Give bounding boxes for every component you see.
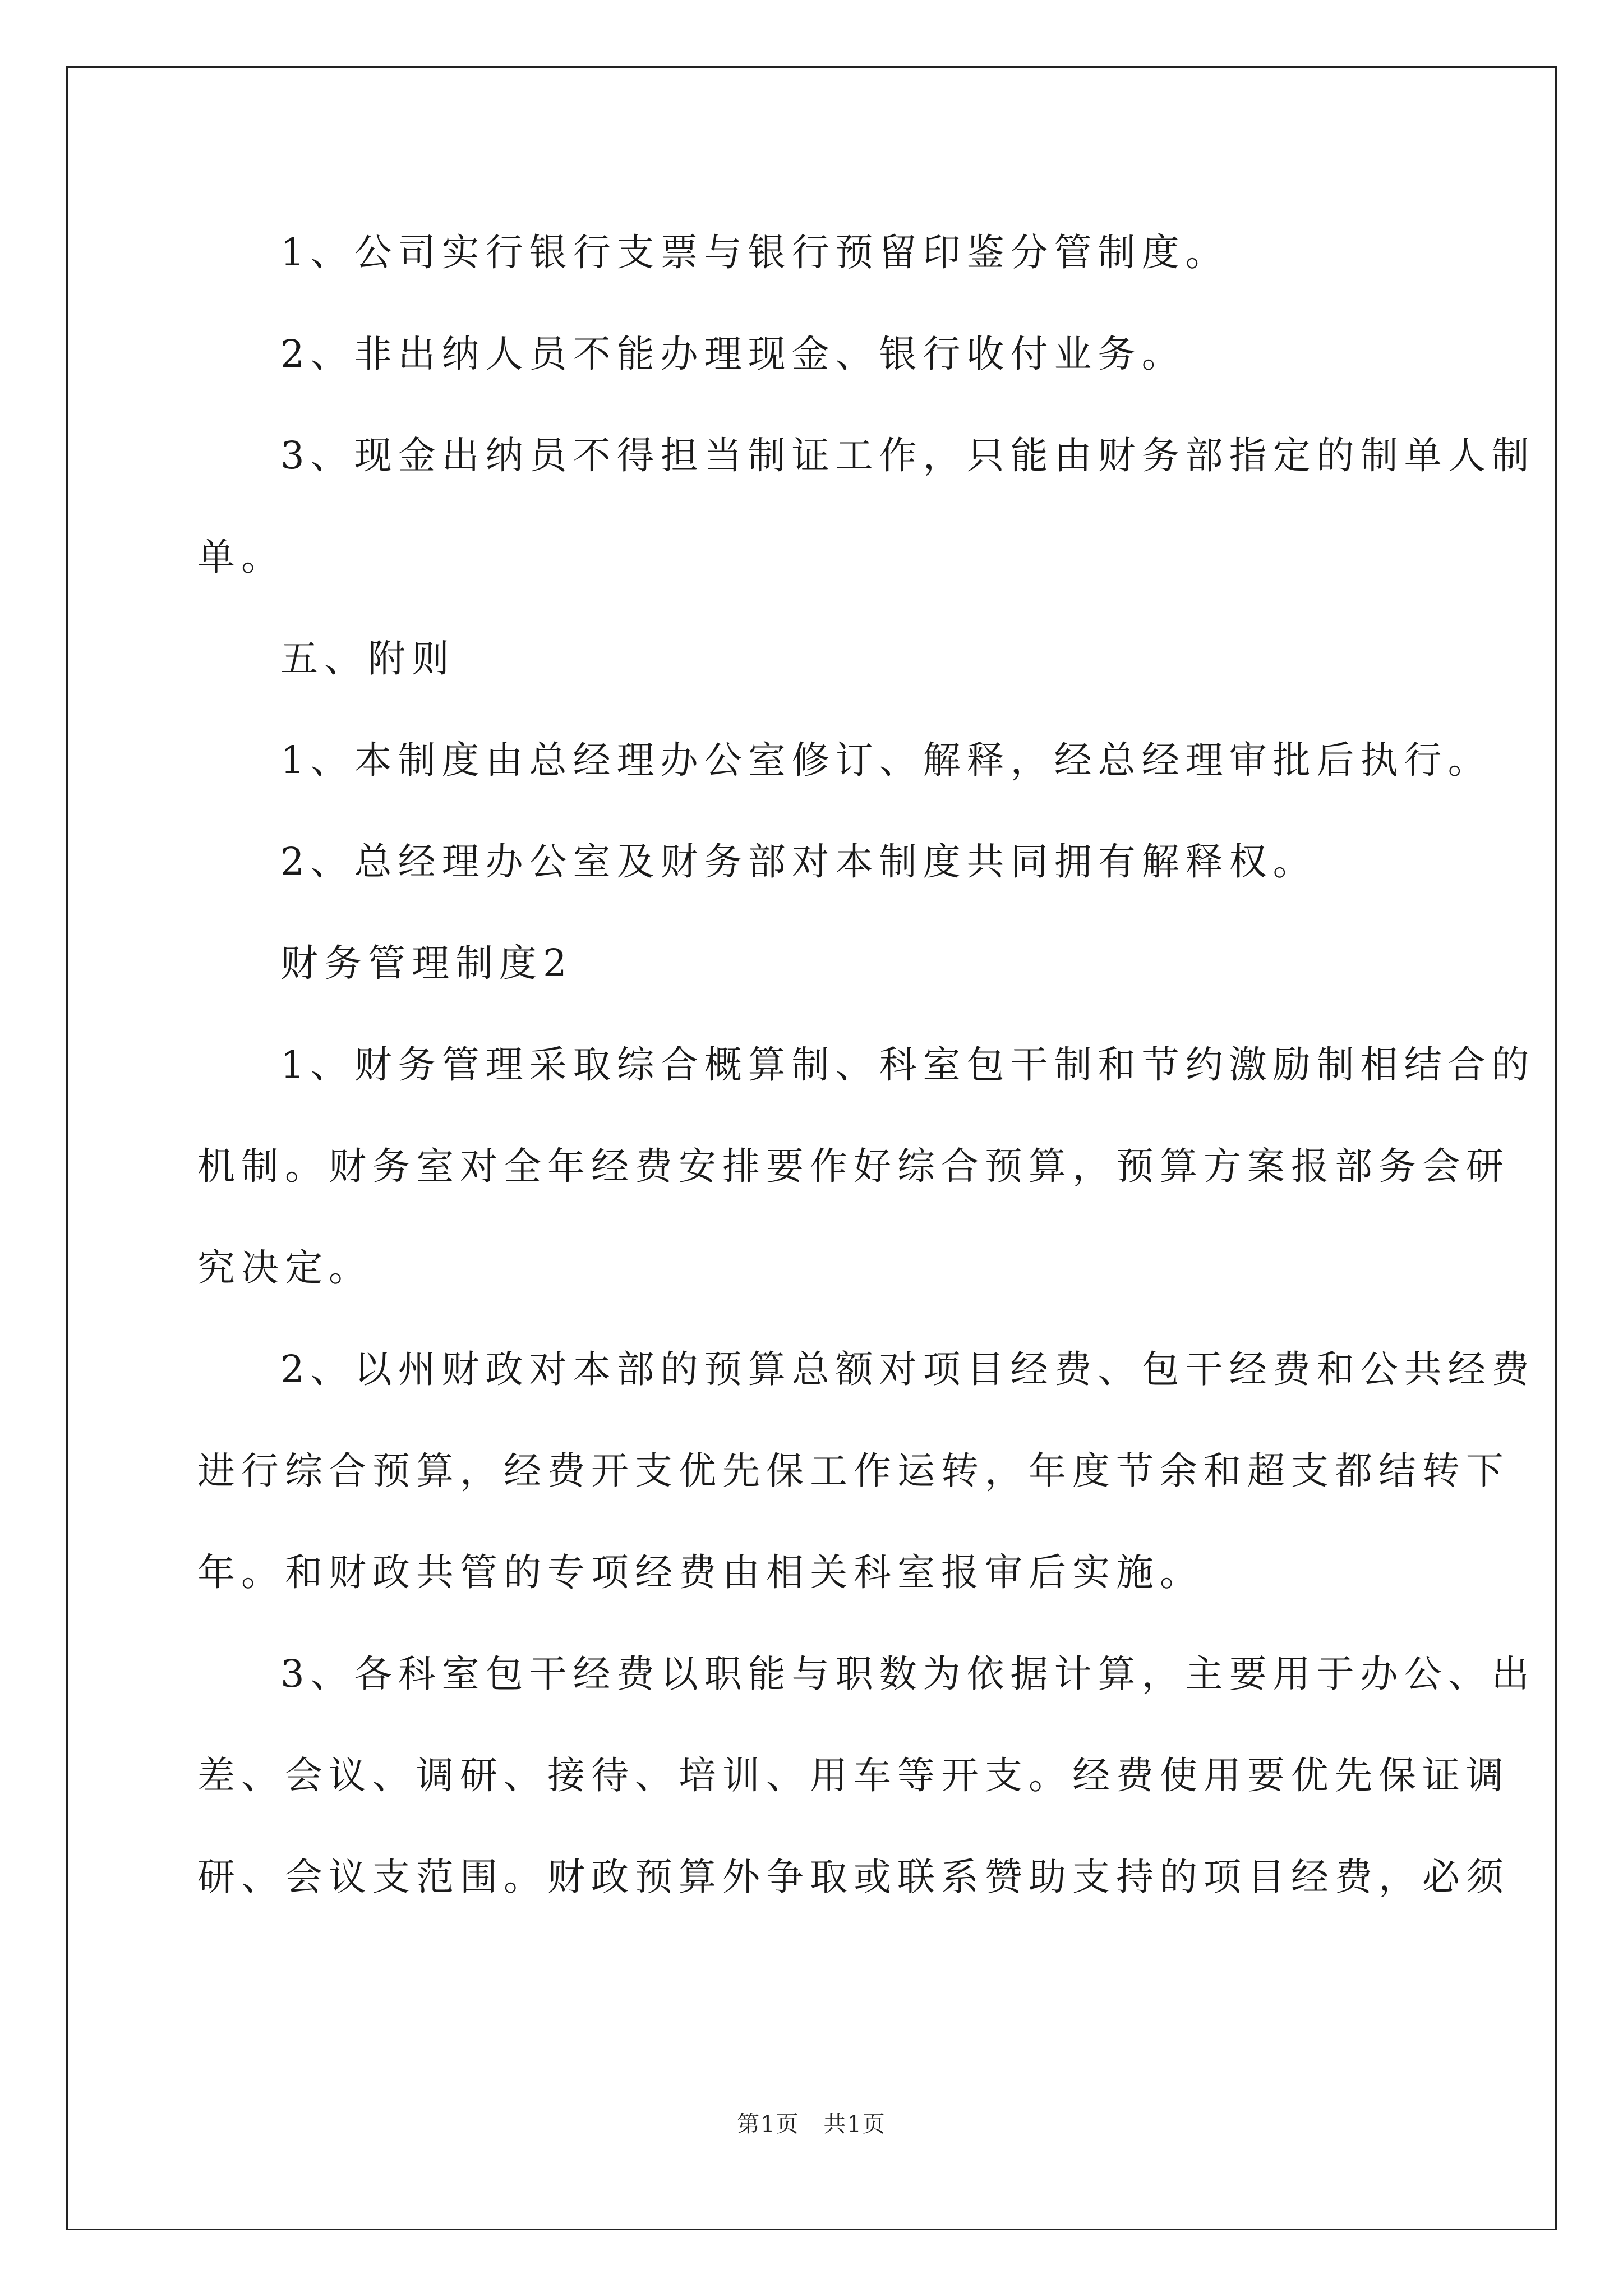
text-line: 2、总经理办公室及财务部对本制度共同拥有解释权。 bbox=[280, 840, 1317, 884]
text-line: 2、以州财政对本部的预算总额对项目经费、包干经费和公共经费 bbox=[280, 1347, 1536, 1391]
page-footer bbox=[0, 2106, 1623, 2138]
text-line: 1、本制度由总经理办公室修订、解释，经总经理审批后执行。 bbox=[280, 738, 1492, 782]
section-title: 财务管理制度2 bbox=[280, 941, 573, 985]
section-heading: 五、附则 bbox=[280, 637, 455, 680]
text-line: 1、公司实行银行支票与银行预留印鉴分管制度。 bbox=[280, 231, 1229, 274]
text-line: 究决定。 bbox=[197, 1246, 372, 1290]
text-line: 年。和财政共管的专项经费由相关科室报审后实施。 bbox=[197, 1550, 1204, 1594]
text-line: 进行综合预算，经费开支优先保工作运转，年度节余和超支都结转下 bbox=[197, 1449, 1510, 1493]
text-line: 3、现金出纳员不得担当制证工作，只能由财务部指定的制单人制 bbox=[280, 434, 1536, 477]
document-body bbox=[197, 202, 1536, 1928]
page-total: 共1页 bbox=[823, 2111, 886, 2137]
text-line: 3、各科室包干经费以职能与职数为依据计算，主要用于办公、出 bbox=[280, 1652, 1536, 1696]
text-line: 1、财务管理采取综合概算制、科室包干制和节约激励制相结合的 bbox=[280, 1043, 1536, 1087]
page-number: 第1页 bbox=[737, 2111, 800, 2137]
text-line: 单。 bbox=[197, 535, 285, 579]
text-line: 研、会议支范围。财政预算外争取或联系赞助支持的项目经费，必须 bbox=[197, 1855, 1510, 1899]
text-line: 机制。财务室对全年经费安排要作好综合预算，预算方案报部务会研 bbox=[197, 1144, 1510, 1188]
text-line: 2、非出纳人员不能办理现金、银行收付业务。 bbox=[280, 332, 1186, 376]
text-line: 差、会议、调研、接待、培训、用车等开支。经费使用要优先保证调 bbox=[197, 1754, 1510, 1797]
